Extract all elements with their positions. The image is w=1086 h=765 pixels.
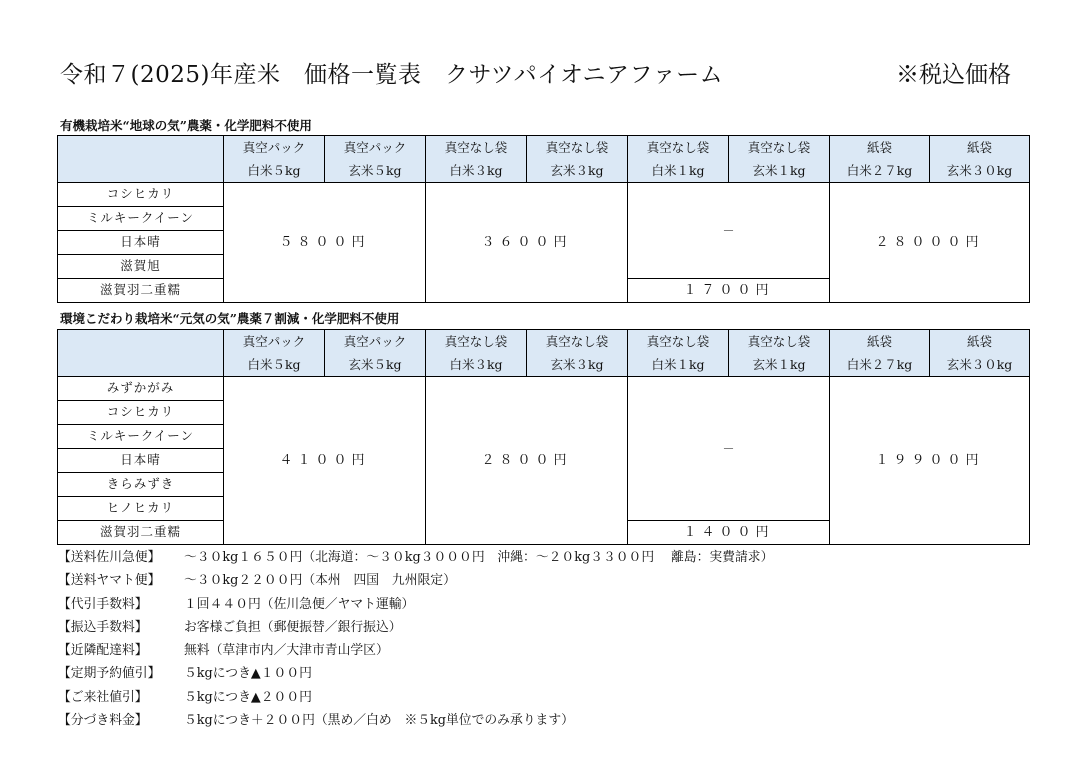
price-paper-bag: １９９００円 xyxy=(830,377,1030,545)
col-header-bag-white-1kg: 真空なし袋 白米１kg xyxy=(628,330,729,377)
fee-label: 【振込手数料】 xyxy=(58,619,148,635)
variety-name: ミルキークイーン xyxy=(58,207,224,231)
corner-cell xyxy=(58,330,224,377)
fee-value: ～３０kg１６５０円（北海道：～３０kg３０００円 沖縄：～２０kg３３００円 離島：実費請求） xyxy=(184,550,774,565)
variety-name: コシヒカリ xyxy=(58,183,224,207)
price-1kg: － xyxy=(628,183,830,279)
fee-value: 無料（草津市内／大津市青山学区） xyxy=(184,643,389,659)
variety-name: 滋賀羽二重糯 xyxy=(58,279,224,303)
tax-included-note: ※税込価格 xyxy=(896,62,1011,88)
page-title: 令和７(2025)年産米 価格一覧表 クサツパイオニアファーム xyxy=(60,62,724,88)
price-table-eco xyxy=(57,329,1030,545)
fee-row-yamato-shipping xyxy=(58,569,773,592)
col-header-bag-brown-3kg: 真空なし袋 玄米３kg xyxy=(527,136,628,183)
price-5kg: ５８００円 xyxy=(224,183,426,303)
col-header-bag-white-3kg: 真空なし袋 白米３kg xyxy=(426,330,527,377)
variety-name: みずかがみ xyxy=(58,377,224,401)
fee-row-sagawa-shipping xyxy=(58,546,773,569)
col-header-bag-brown-1kg: 真空なし袋 玄米１kg xyxy=(729,136,830,183)
fee-label: 【ご来社値引】 xyxy=(58,689,148,705)
fee-row-local-delivery xyxy=(58,639,773,662)
section1-heading: 有機栽培米“地球の気”農薬・化学肥料不使用 xyxy=(60,118,312,133)
fee-label: 【定期予約値引】 xyxy=(58,666,161,682)
fee-value: １回４４０円（佐川急便／ヤマト運輸） xyxy=(184,596,415,612)
fee-row-subscription-discount xyxy=(58,662,773,685)
fee-value: ５kgにつき▲１００円 xyxy=(184,666,312,682)
col-header-vac-brown-5kg: 真空パック 玄米５kg xyxy=(325,330,426,377)
variety-name: 日本晴 xyxy=(58,449,224,473)
variety-name: コシヒカリ xyxy=(58,401,224,425)
col-header-paper-brown-30kg: 紙袋 玄米３０kg xyxy=(930,330,1030,377)
variety-name: ヒノヒカリ xyxy=(58,497,224,521)
fee-value: ～３０kg２２００円（本州 四国 九州限定） xyxy=(184,573,456,589)
price-1kg-mochi: １４００円 xyxy=(628,521,830,545)
col-header-bag-brown-1kg: 真空なし袋 玄米１kg xyxy=(729,330,830,377)
fee-value: お客様ご負担（郵便振替／銀行振込） xyxy=(184,619,402,635)
price-1kg: － xyxy=(628,377,830,521)
col-header-bag-brown-3kg: 真空なし袋 玄米３kg xyxy=(527,330,628,377)
price-paper-bag: ２８０００円 xyxy=(830,183,1030,303)
col-header-paper-white-27kg: 紙袋 白米２７kg xyxy=(830,136,930,183)
col-header-vac-brown-5kg: 真空パック 玄米５kg xyxy=(325,136,426,183)
fee-label: 【送料佐川急便】 xyxy=(58,550,161,565)
price-table-organic xyxy=(57,135,1030,303)
variety-name: 滋賀羽二重糯 xyxy=(58,521,224,545)
price-5kg: ４１００円 xyxy=(224,377,426,545)
col-header-bag-white-1kg: 真空なし袋 白米１kg xyxy=(628,136,729,183)
variety-name: きらみずき xyxy=(58,473,224,497)
fee-row-cod xyxy=(58,593,773,616)
col-header-vac-white-5kg: 真空パック 白米５kg xyxy=(224,330,325,377)
fee-value: ５kgにつき▲２００円 xyxy=(184,689,312,705)
price-3kg: ２８００円 xyxy=(426,377,628,545)
variety-name: ミルキークイーン xyxy=(58,425,224,449)
col-header-paper-white-27kg: 紙袋 白米２７kg xyxy=(830,330,930,377)
col-header-bag-white-3kg: 真空なし袋 白米３kg xyxy=(426,136,527,183)
corner-cell xyxy=(58,136,224,183)
fee-notes xyxy=(58,546,773,732)
fee-label: 【代引手数料】 xyxy=(58,596,148,612)
col-header-vac-white-5kg: 真空パック 白米５kg xyxy=(224,136,325,183)
variety-name: 滋賀旭 xyxy=(58,255,224,279)
section2-heading: 環境こだわり栽培米“元気の気”農薬７割減・化学肥料不使用 xyxy=(60,311,400,326)
fee-row-polishing-fee xyxy=(58,709,773,732)
fee-label: 【近隣配達料】 xyxy=(58,643,148,659)
col-header-paper-brown-30kg: 紙袋 玄米３０kg xyxy=(930,136,1030,183)
fee-label: 【送料ヤマト便】 xyxy=(58,573,161,589)
fee-row-transfer xyxy=(58,616,773,639)
price-3kg: ３６００円 xyxy=(426,183,628,303)
fee-row-visit-discount xyxy=(58,686,773,709)
fee-label: 【分づき料金】 xyxy=(58,713,148,729)
variety-name: 日本晴 xyxy=(58,231,224,255)
price-1kg-mochi: １７００円 xyxy=(628,279,830,303)
fee-value: ５kgにつき＋２００円（黒め／白め ※５kg単位でのみ承ります） xyxy=(184,713,574,729)
